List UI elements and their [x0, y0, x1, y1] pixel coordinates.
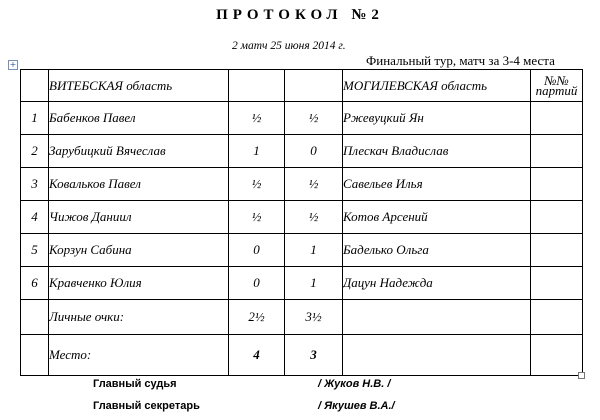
- row-number: 5: [21, 234, 49, 267]
- table-move-handle-icon[interactable]: +: [9, 60, 17, 69]
- points-team2: 3½: [285, 300, 343, 335]
- table-row: [21, 135, 583, 168]
- row-number: 4: [21, 201, 49, 234]
- points-label: Личные очки:: [49, 300, 229, 335]
- row-number: 1: [21, 102, 49, 135]
- place-num-cell: [21, 335, 49, 376]
- num-header-cell: [21, 70, 49, 102]
- player2-score: ½: [285, 102, 343, 135]
- row-number: 2: [21, 135, 49, 168]
- table-row: [21, 267, 583, 300]
- table-header-row: [21, 70, 583, 102]
- player1-score: ½: [229, 102, 285, 135]
- round-info: Финальный тур, матч за 3-4 места: [366, 53, 555, 68]
- place-label: Место:: [49, 335, 229, 376]
- player2-score: 1: [285, 267, 343, 300]
- team2-name: МОГИЛЕВСКАЯ область: [343, 70, 531, 102]
- table-row: [21, 234, 583, 267]
- place-empty-cell: [343, 335, 531, 376]
- party-cell: [531, 234, 583, 267]
- party-cell: [531, 267, 583, 300]
- party-cell: [531, 102, 583, 135]
- row-number: 6: [21, 267, 49, 300]
- score1-header-cell: [229, 70, 285, 102]
- place-team2: 3: [285, 335, 343, 376]
- player1-score: 1: [229, 135, 285, 168]
- points-team1: 2½: [229, 300, 285, 335]
- player1-score: ½: [229, 201, 285, 234]
- player2-name: Савельев Илья: [343, 168, 531, 201]
- table-row: [21, 201, 583, 234]
- player2-name: Баделько Ольга: [343, 234, 531, 267]
- player1-score: 0: [229, 267, 285, 300]
- protocol-table: [20, 69, 583, 376]
- player2-score: 1: [285, 234, 343, 267]
- player1-name: Корзун Сабина: [49, 234, 229, 267]
- party-cell: [531, 135, 583, 168]
- document-title: ПРОТОКОЛ №2: [216, 7, 384, 23]
- player1-name: Зарубицкий Вячеслав: [49, 135, 229, 168]
- table-row: [21, 168, 583, 201]
- player2-score: ½: [285, 168, 343, 201]
- secretary-name: / Якушев В.А./: [318, 400, 395, 412]
- party-cell: [531, 168, 583, 201]
- judge-label: Главный судья: [93, 378, 177, 390]
- table-resize-handle[interactable]: [578, 372, 585, 379]
- team1-name: ВИТЕБСКАЯ область: [49, 70, 229, 102]
- place-row: [21, 335, 583, 376]
- player2-name: Котов Арсений: [343, 201, 531, 234]
- match-info: 2 матч 25 июня 2014 г.: [232, 40, 346, 52]
- player1-name: Чижов Даниил: [49, 201, 229, 234]
- player2-score: 0: [285, 135, 343, 168]
- table-row: [21, 102, 583, 135]
- party-cell: [531, 335, 583, 376]
- player1-name: Кравченко Юлия: [49, 267, 229, 300]
- row-number: 3: [21, 168, 49, 201]
- place-team1: 4: [229, 335, 285, 376]
- player1-score: ½: [229, 168, 285, 201]
- points-num-cell: [21, 300, 49, 335]
- party-cell: [531, 300, 583, 335]
- player2-score: ½: [285, 201, 343, 234]
- player1-name: Ковальков Павел: [49, 168, 229, 201]
- points-empty-cell: [343, 300, 531, 335]
- party-cell: [531, 201, 583, 234]
- player1-name: Бабенков Павел: [49, 102, 229, 135]
- player2-name: Ржевуцкий Ян: [343, 102, 531, 135]
- secretary-label: Главный секретарь: [93, 400, 200, 412]
- player2-name: Плескач Владислав: [343, 135, 531, 168]
- party-header: №№ партий: [531, 70, 583, 102]
- player2-name: Дацун Надежда: [343, 267, 531, 300]
- player1-score: 0: [229, 234, 285, 267]
- points-row: [21, 300, 583, 335]
- judge-name: / Жуков Н.В. /: [318, 378, 391, 390]
- score2-header-cell: [285, 70, 343, 102]
